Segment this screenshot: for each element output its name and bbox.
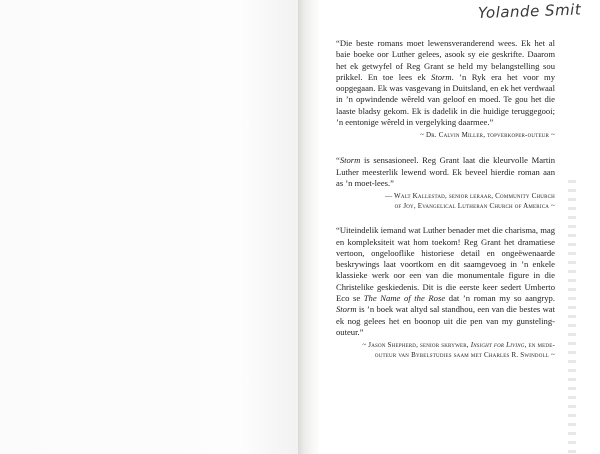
endorsement-quote: “Die beste romans moet lewensveranderend wees. Ek het al baie boeke oor Luther gelees, asook sy eie geskrifte. Daarom het ek getwyfel of Reg Grant se held my belangstelling sou prikkel. En toe lees ek Storm. ’n Ryk era het voor my oopgegaan. Ek was vasgevang in Duitsland, en ek het verdwaal in ’n opwindende wêreld van geloof en moed. Te gou het die laaste bladsy gekom. Ek is dadelik in die huidige teruggegooi; ’n eentonige wêreld in vergelyking daarmee.” (336, 38, 556, 128)
endorsement-attribution-line2: of Joy, Evangelical Lutheran Church of America ~ (394, 202, 555, 211)
endorsement-3 (336, 225, 555, 360)
endorsement-1 (336, 38, 555, 140)
endorsement-quote: “Storm is sensasioneel. Reg Grant laat die kleurvolle Martin Luther meesterlik lewend word. Ek beveel hierdie roman aan as ’n moet-lees.” (336, 155, 555, 188)
endorsement-attribution-line2: outeur van Bybelstudies saam met Charles R. Swindoll ~ (374, 351, 555, 360)
endorsement-quote: “Uiteindelik iemand wat Luther benader met die charisma, mag en kompleksiteit wat hom toekom! Reg Grant het dramatiese vertoon, ongelooflike historiese detail en ongeëwenaarde beskrywings laat voortkom en dit saamgevoeg in ’n enkele klassieke werk oor een van die monumentale figure in die Christelike geskiedenis. Dit is die eerste keer sedert Umberto Eco se The Name of the Rose dat ’n roman my so aangryp. Storm is ’n boek wat altyd sal standhou, een van die bestes wat ek nog gelees het en boonop uit die pen van my gunsteling-outeur.” (336, 225, 555, 337)
page-edge-marks (568, 180, 576, 454)
endorsement-attribution-line1: — Walt Kallestad, senior leraar, Community Church (385, 192, 555, 201)
handwritten-signature: Yolande Smit (477, 0, 582, 23)
endorsement-2 (336, 155, 555, 211)
endorsements (336, 38, 555, 375)
endorsement-attribution: ~ Dr. Calvin Miller, topverkoper-outeur ~ (420, 131, 555, 140)
endorsement-attribution-line1: ~ Jason Shepherd, senior skrywer, Insight for Living, en mede- (362, 341, 555, 350)
